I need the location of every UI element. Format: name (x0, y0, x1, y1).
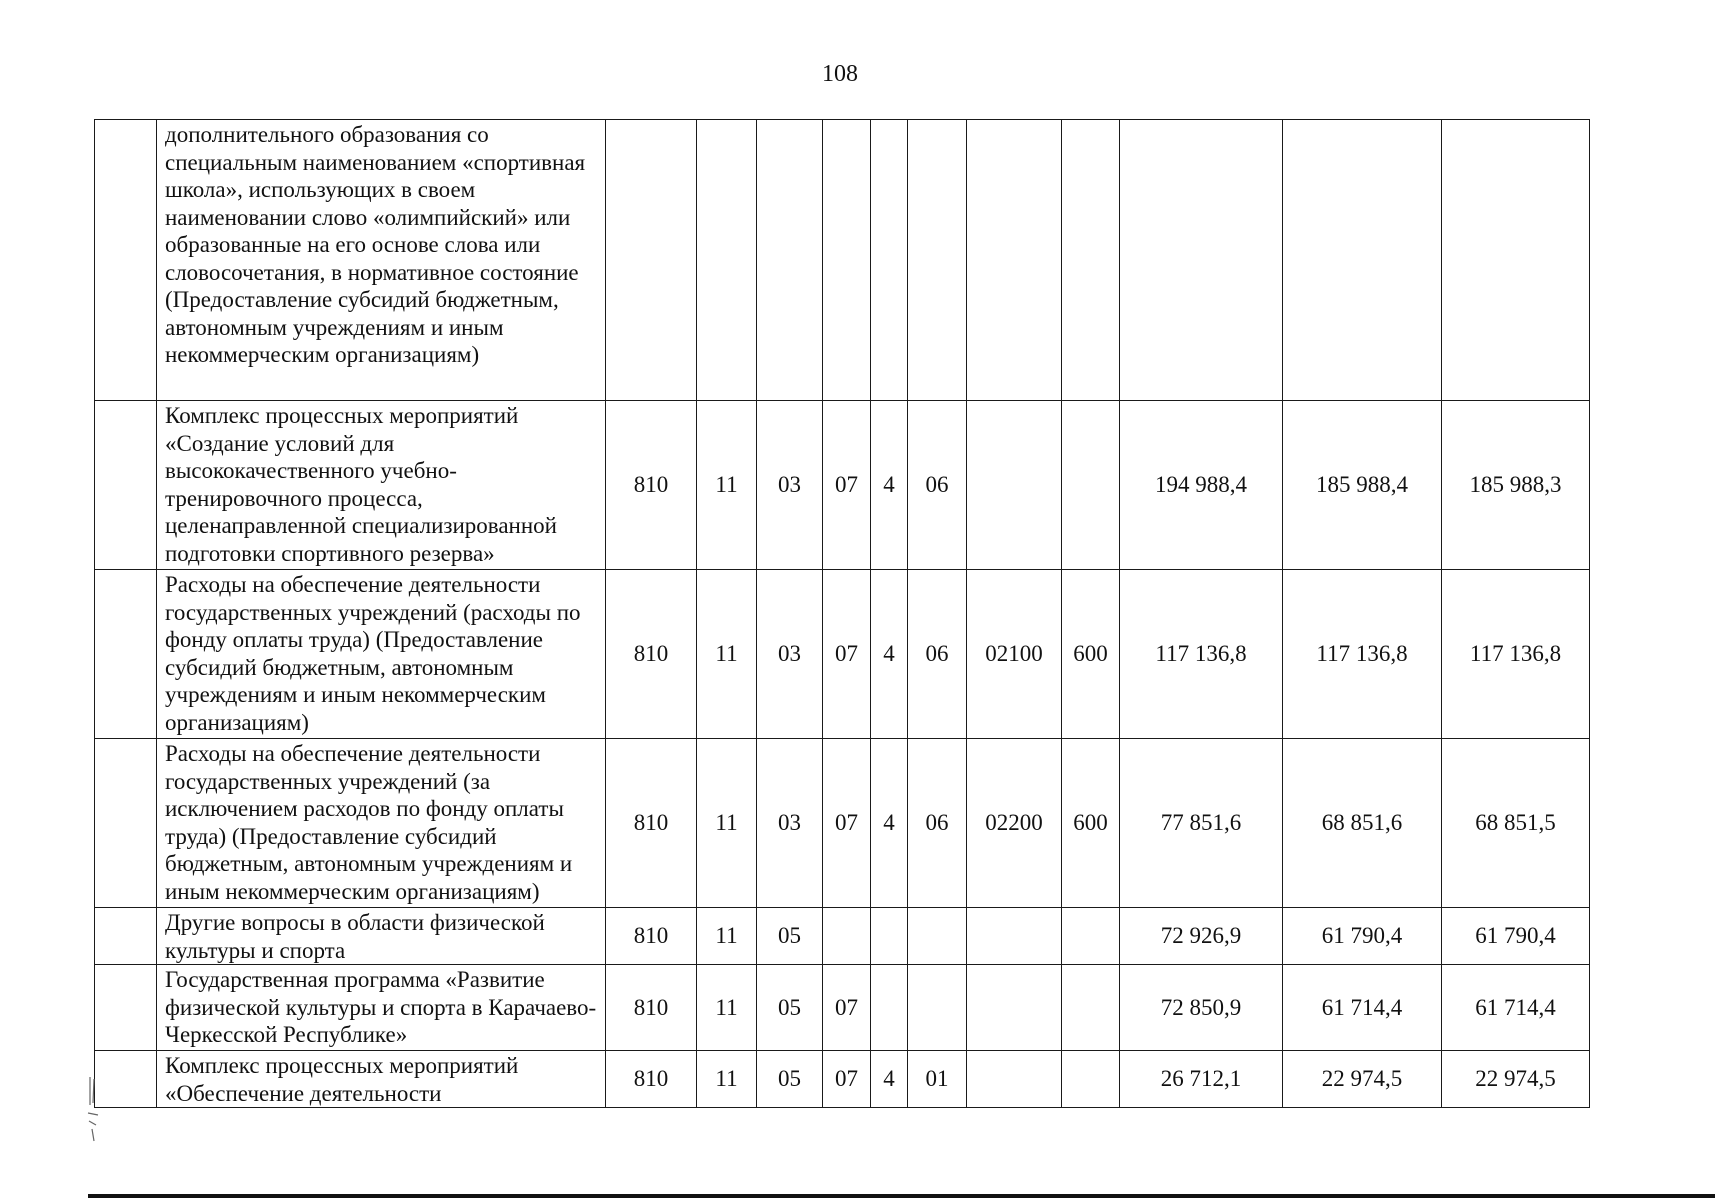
subprogram-code: 4 (871, 570, 908, 739)
amount-cell-1: 117 136,8 (1120, 570, 1283, 739)
ministry-code: 810 (606, 401, 697, 570)
subsection-code: 05 (757, 965, 823, 1051)
direction-code: 02200 (967, 739, 1062, 908)
table-row (95, 1051, 1590, 1108)
complex-code: 06 (908, 570, 967, 739)
subsection-code: 05 (757, 908, 823, 965)
table-row (95, 739, 1590, 908)
amount-cell-2 (1283, 120, 1442, 401)
row-number-cell (95, 401, 157, 570)
row-description: Расходы на обеспечение деятельности государственных учреждений (расходы по фонду оплаты труда) (Предоставление субсидий бюджетным, автономным учреждениям и иным некоммерческим организациям) (157, 570, 606, 739)
ministry-code (606, 120, 697, 401)
expense-type-code (1062, 1051, 1120, 1108)
complex-code (908, 965, 967, 1051)
amount-cell-1: 194 988,4 (1120, 401, 1283, 570)
direction-code (967, 965, 1062, 1051)
subprogram-code: 4 (871, 1051, 908, 1108)
complex-code: 06 (908, 739, 967, 908)
subsection-code: 03 (757, 401, 823, 570)
amount-cell-3: 117 136,8 (1442, 570, 1590, 739)
direction-code (967, 401, 1062, 570)
row-number-cell (95, 570, 157, 739)
program-code: 07 (823, 570, 871, 739)
direction-code (967, 120, 1062, 401)
subsection-code (757, 120, 823, 401)
program-code: 07 (823, 401, 871, 570)
complex-code (908, 120, 967, 401)
expense-type-code (1062, 120, 1120, 401)
amount-cell-2: 61 790,4 (1283, 908, 1442, 965)
ministry-code: 810 (606, 739, 697, 908)
row-description: Комплекс процессных мероприятий «Создание условий для высококачественного учебно-тренировочного процесса, целенаправленной специализированной подготовки спортивного резерва» (157, 401, 606, 570)
page-number: 108 (822, 61, 858, 87)
amount-cell-3 (1442, 120, 1590, 401)
amount-cell-2: 61 714,4 (1283, 965, 1442, 1051)
ministry-code: 810 (606, 1051, 697, 1108)
amount-cell-2: 22 974,5 (1283, 1051, 1442, 1108)
table-row (95, 120, 1590, 401)
amount-cell-2: 117 136,8 (1283, 570, 1442, 739)
row-description: Государственная программа «Развитие физической культуры и спорта в Карачаево-Черкесской Республике» (157, 965, 606, 1051)
amount-cell-2: 185 988,4 (1283, 401, 1442, 570)
bottom-page-rule (88, 1194, 1715, 1198)
amount-cell-1 (1120, 120, 1283, 401)
complex-code: 06 (908, 401, 967, 570)
subsection-code: 03 (757, 739, 823, 908)
row-description: Комплекс процессных мероприятий «Обеспечение деятельности (157, 1051, 606, 1108)
table-body (95, 120, 1590, 1108)
row-number-cell (95, 739, 157, 908)
ministry-code: 810 (606, 908, 697, 965)
row-number-cell (95, 120, 157, 401)
amount-cell-1: 77 851,6 (1120, 739, 1283, 908)
subprogram-code (871, 908, 908, 965)
amount-cell-3: 22 974,5 (1442, 1051, 1590, 1108)
subprogram-code: 4 (871, 401, 908, 570)
direction-code (967, 1051, 1062, 1108)
section-code: 11 (697, 401, 757, 570)
budget-table (94, 119, 1590, 1108)
amount-cell-3: 61 714,4 (1442, 965, 1590, 1051)
table-row (95, 401, 1590, 570)
subprogram-code: 4 (871, 739, 908, 908)
scan-artifact-icon (84, 1075, 104, 1145)
row-description: Другие вопросы в области физической культуры и спорта (157, 908, 606, 965)
amount-cell-1: 26 712,1 (1120, 1051, 1283, 1108)
row-number-cell (95, 908, 157, 965)
table-row (95, 908, 1590, 965)
section-code: 11 (697, 965, 757, 1051)
direction-code: 02100 (967, 570, 1062, 739)
section-code: 11 (697, 739, 757, 908)
program-code: 07 (823, 739, 871, 908)
ministry-code: 810 (606, 965, 697, 1051)
program-code: 07 (823, 965, 871, 1051)
program-code (823, 120, 871, 401)
scan-artifact-mark (84, 1075, 104, 1145)
amount-cell-2: 68 851,6 (1283, 739, 1442, 908)
amount-cell-3: 68 851,5 (1442, 739, 1590, 908)
table-row (95, 570, 1590, 739)
row-number-cell (95, 965, 157, 1051)
section-code: 11 (697, 1051, 757, 1108)
program-code: 07 (823, 1051, 871, 1108)
row-description: Расходы на обеспечение деятельности государственных учреждений (за исключением расходов по фонду оплаты труда) (Предоставление субсидий бюджетным, автономным учреждениям и иным некоммерческим организациям) (157, 739, 606, 908)
direction-code (967, 908, 1062, 965)
complex-code: 01 (908, 1051, 967, 1108)
amount-cell-3: 61 790,4 (1442, 908, 1590, 965)
expense-type-code (1062, 908, 1120, 965)
section-code: 11 (697, 570, 757, 739)
subsection-code: 03 (757, 570, 823, 739)
complex-code (908, 908, 967, 965)
expense-type-code: 600 (1062, 570, 1120, 739)
row-description: дополнительного образования со специальным наименованием «спортивная школа», использующих в своем наименовании слово «олимпийский» или образованные на его основе слова или словосочетания, в нормативное состояние (Предоставление субсидий бюджетным, автономным учреждениям и иным некоммерческим организациям) (157, 120, 606, 401)
table-row (95, 965, 1590, 1051)
expense-type-code: 600 (1062, 739, 1120, 908)
amount-cell-1: 72 926,9 (1120, 908, 1283, 965)
amount-cell-1: 72 850,9 (1120, 965, 1283, 1051)
amount-cell-3: 185 988,3 (1442, 401, 1590, 570)
expense-type-code (1062, 401, 1120, 570)
subprogram-code (871, 965, 908, 1051)
subsection-code: 05 (757, 1051, 823, 1108)
subprogram-code (871, 120, 908, 401)
expense-type-code (1062, 965, 1120, 1051)
program-code (823, 908, 871, 965)
section-code: 11 (697, 908, 757, 965)
ministry-code: 810 (606, 570, 697, 739)
section-code (697, 120, 757, 401)
